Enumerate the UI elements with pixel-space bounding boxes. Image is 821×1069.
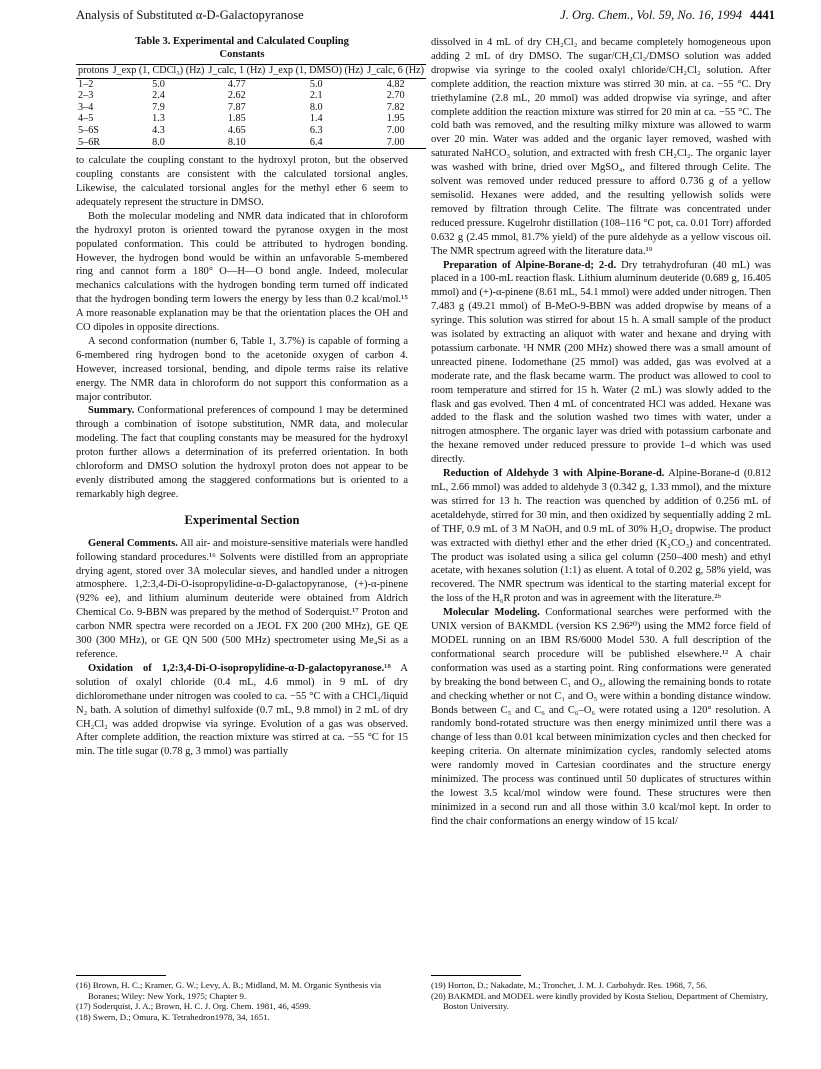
table-header-cell: J_calc, 1 (Hz) bbox=[206, 65, 267, 79]
table-header-cell: J_exp (1, CDCl₃) (Hz) bbox=[111, 65, 207, 79]
table-row bbox=[76, 78, 426, 90]
oxidation-paragraph bbox=[76, 662, 408, 759]
table-cell: 5.0 bbox=[152, 78, 165, 90]
footnote-rule bbox=[76, 975, 166, 976]
table-cell: 5–6S bbox=[78, 124, 99, 136]
table-header-row bbox=[76, 65, 426, 79]
table-cell: 6.4 bbox=[267, 137, 365, 149]
general-comments-heading: General Comments. bbox=[88, 537, 178, 549]
header-journal: J. Org. Chem., Vol. 59, No. 16, 1994 bbox=[560, 8, 742, 22]
table-cell: 4.3 bbox=[152, 124, 165, 136]
footnote: (20) BAKMDL and MODEL were kindly provided by Kosta Steliou, Department of Chemistry, Boston University. bbox=[431, 990, 768, 1012]
table-cell: 4–5 bbox=[78, 113, 94, 125]
table-cell: 2–3 bbox=[78, 90, 94, 102]
table-cell: 5–6R bbox=[76, 137, 111, 149]
footnote: (18) Swern, D.; Omura, K. Tetrahedron1978, 34, 1651. bbox=[76, 1011, 270, 1022]
footnotes-left bbox=[76, 980, 411, 1022]
footnote: (16) Brown, H. C.; Kramer, G. W.; Levy, A. B.; Midland, M. M. Organic Synthesis via Boranes; Wiley: New York, 1975; Chapter 9. bbox=[76, 980, 382, 1001]
table-caption: Table 3. Experimental and Calculated Coupling Constants bbox=[135, 36, 349, 60]
reduction-paragraph bbox=[431, 467, 771, 606]
table-cell: 4.65 bbox=[227, 124, 246, 136]
table-cell: 7.87 bbox=[227, 101, 246, 113]
table-row bbox=[76, 90, 426, 102]
reduction-heading: Reduction of Aldehyde 3 with Alpine-Borane-d. bbox=[443, 468, 665, 480]
body-paragraph: A second conformation (number 6, Table 1, 3.7%) is capable of forming a 6-membered ring hydrogen bond to the acetonide oxygen of carbon 4. However, increased torsional, bending, and dipole terms raise its relative energy. The NMR data in chloroform do not support this conformation as a major contributor. bbox=[76, 335, 408, 403]
table-header-cell: J_exp (1, DMSO) (Hz) bbox=[267, 65, 365, 79]
table-row bbox=[76, 102, 426, 114]
body-paragraph: to calculate the coupling constant to the hydroxyl proton, but the observed coupling constants are consistent with the calculated torsional angles. Likewise, the calculated torsional angles for the methyl ether 6 seem to adequately represent the structure in DMSO. bbox=[76, 155, 408, 208]
header-journal-citation bbox=[560, 8, 775, 23]
table-cell: 7.82 bbox=[386, 101, 405, 113]
table-cell: 1–2 bbox=[78, 78, 94, 90]
table-cell: 1.3 bbox=[152, 113, 165, 125]
table-cell: 1.95 bbox=[386, 113, 405, 125]
table-cell: 4.77 bbox=[227, 78, 246, 90]
summary-heading: Summary. bbox=[88, 405, 135, 417]
alpine-borane-text: Dry tetrahydrofuran (40 mL) was placed in a 100-mL reaction flask. Lithium aluminum deuteride (0.689 g, 16.405 mmol) and (+)-α-pinene (8.61 mL, 54.1 mmol) were added under nitrogen. Then 7.483 g (49.21 mmol) of B-MeO-9-BBN was added dropwise by means of a syringe. This solution was stirred for about 15 h. A small sample of the product was isolated by extracting an aliquot with water and hexane and drying with potassium carbonate. ¹H NMR (200 MHz) showed there was a small amount of unreacted pinene. Iodomethane (25 mmol) was added, gas was evolved at a moderate rate, and the flask became warm. The product was allowed to cool to room temperature and stirred for 15 h. Water (2 mL) was slowly added to the flask and gas evolved. Then 4 mL of concentrated HCl was added. Hexane was added to the flask and the solution washed two times with water, under a nitrogen atmosphere. The organic layer was dried with potassium carbonate and the hexane removed under reduced pressure to provide 1–d which was used directly. bbox=[431, 259, 771, 466]
table-cell: 8.0 bbox=[111, 137, 207, 149]
table-cell: 3–4 bbox=[78, 101, 94, 113]
table-cell: 7.00 bbox=[386, 124, 405, 136]
table-row bbox=[76, 125, 426, 137]
table-cell: 2.1 bbox=[309, 90, 323, 102]
table-cell: 1.85 bbox=[227, 113, 246, 125]
body-paragraph: Both the molecular modeling and NMR data indicated that in chloroform the hydroxyl proton is oriented toward the pyranose oxygen in the most populated conformation. This could be attributed to hydrogen bonding. However, the hydrogen bond would be within an unfavorable 5-membered ring and cannot form a 180° O—H—O bond angle. Indeed, molecular mechanics calculations with the hydrogen bonding term turned off indicated that the hydrogen bonding term lowers the energy by less than 0.2 kcal/mol.¹⁵ A more reasonable explanation may be that the orientation places the OH and CO dipoles in opposite directions. bbox=[76, 210, 408, 334]
section-title: Experimental Section bbox=[184, 512, 300, 527]
table-cell: 5.0 bbox=[309, 78, 323, 90]
header-page-number: 4441 bbox=[750, 8, 775, 22]
alpine-borane-paragraph bbox=[431, 259, 771, 468]
footnote: (17) Soderquist, J. A.; Brown, H. C. J. Org. Chem. 1981, 46, 4599. bbox=[76, 1001, 311, 1012]
table-row bbox=[76, 137, 426, 149]
reduction-text: Alpine-Borane-d (0.812 mL, 2.66 mmol) was added to aldehyde 3 (0.342 g, 1.33 mmol), and the mixture was stirred for 13 h. The reaction was quenched by addition of 0.256 mL of acetaldehyde, stirred for 30 min, and then oxidized by sequentially adding 2 mL of THF, 0.9 mL of 3 M NaOH, and 0.9 mL of 30% H₂O₂ dropwise. The product was extracted with diethyl ether and the ether dried (K₂CO₃) and concentrated. The product was isolated using a silica gel column (250–400 mesh) and ethyl acetate, with hexanes solution (1:1) as eluent. A total of 0.202 g, 58% yield, was recovered. The NMR spectrum was identical to the starting material except for the loss of the H₆R proton and was in agreement with the literature.²ᵇ bbox=[431, 468, 772, 605]
modeling-text: Conformational searches were performed with the UNIX version of BAKMDL (version KS 2.96²⁰) using the MM2 force field of MODEL running on an IBM RS/6000 Model 530. A full description of the conformational search procedure will be published elsewhere.¹² A chair conformation was used as a starting point. Ring conformations were generated by breaking the bond between C₁ and O₅, allowing the remaining bonds to rotate and checking whether or not C₁ and O₅ were within a bonding distance window. Bonds between C₅ and C₆ and C₆–O₆ were rotated using a 120° resolution. A randomly bond-rotated structure was then energy minimized until there was a change of less than 0.01 kcal between minimization cycles and then checked for keeping criteria. On alternate minimization cycles, randomly selected atoms were randomly moved in Cartesian coordinates and the structure energy minimized. The process was continued until 50 duplicates of structures within the lowest 3.5 kcal/mol window were found. These structures were then minimized in a second run and all those within 3.0 kcal/mol kept. In order to find the chair conformations an energy window of 15 kcal/ bbox=[431, 607, 772, 827]
table-cell: 7.00 bbox=[365, 137, 426, 149]
table-cell: 8.0 bbox=[309, 101, 323, 113]
oxidation-text: ¹⁸ A solution of oxalyl chloride (0.4 mL, 4.6 mmol) in 9 mL of dry dichloromethane under nitrogen was cooled to ca. −55 °C with a CHCl₃/liquid N₂ bath. A solution of dimethyl sulfoxide (0.7 mL, 9.8 mmol) in 2 mL of dry CH₂Cl₂ was added dropwise via syringe. Evolution of a gas was observed. After complete addition, the reaction mixture was stirred at ca. −55 °C for 15 min. The title sugar (0.78 g, 3 mmol) was partially bbox=[76, 662, 408, 758]
left-column bbox=[76, 36, 425, 759]
table-cell: 7.9 bbox=[152, 101, 165, 113]
general-comments-paragraph bbox=[76, 537, 408, 662]
table-header-cell: protons bbox=[76, 65, 111, 79]
oxidation-heading: Oxidation of 1,2:3,4-Di-O-isopropylidine-α-D-galactopyranose. bbox=[88, 662, 385, 674]
running-header bbox=[76, 8, 775, 28]
table-cell: 1.4 bbox=[309, 113, 323, 125]
right-column bbox=[431, 36, 771, 829]
footnote: (19) Horton, D.; Nakadate, M.; Tronchet, J. M. J. Carbohydr. Res. 1968, 7, 56. bbox=[431, 980, 708, 990]
summary-text: Conformational preferences of compound 1 may be determined through a combination of isotope substitution, NMR data, and molecular modeling. The fact that coupling constants may be measured for the hydroxyl proton further allows a determination of its preferred orientation. In both chloroform and DMSO solution the hydroxyl proton does not appear to be evenly distributed among the staggered conformations but is oriented to a remarkably high degree. bbox=[76, 405, 408, 500]
summary-paragraph bbox=[76, 404, 408, 501]
footnotes-right bbox=[431, 980, 771, 1012]
modeling-heading: Molecular Modeling. bbox=[443, 607, 540, 619]
general-comments-text: All air- and moisture-sensitive materials were handled following standard procedures.¹⁶ Solvents were distilled from an appropriate drying agent, stored over 3A molecular sieves, and handled under a nitrogen atmosphere. 1,2:3,4-Di-O-isopropylidine-α-D-galactopyranose, (+)-α-pinene (92% ee), and lithium aluminum deuteride were obtained from Aldrich Chemical Co. 9-BBN was prepared by the method of Soderquist.¹⁷ Proton and carbon NMR spectra were recorded on a JEOL FX 200 (200 MHz), GE QE 300 (300 MHz), or GE QN 500 (500 MHz) spectrometer using Me₄Si as a reference. bbox=[76, 537, 408, 660]
footnote-rule bbox=[431, 975, 521, 976]
table-cell: 6.3 bbox=[309, 124, 323, 136]
alpine-borane-heading: Preparation of Alpine-Borane-d; 2-d. bbox=[443, 259, 617, 271]
table-cell: 2.4 bbox=[152, 90, 165, 102]
modeling-paragraph bbox=[431, 606, 771, 829]
body-paragraph: dissolved in 4 mL of dry CH₂Cl₂ and became completely homogeneous upon adding 2 mL of dry DMSO. The sugar/CH₂Cl₂/DMSO solution was added dropwise via syringe to the cooled oxalyl chloride/CH₂Cl₂ solution. After complete addition, the reaction mixture was stirred 30 min. at ca. −55 °C. Dry triethylamine (2.8 mL, 20 mmol) was added dropwise via syringe, and after complete addition the reaction mixture was stirred for 20 min at ca. −55 °C. The cold bath was removed, and the resulting milky mixture was allowed to warm over 20 min. Water was added and the organic layer removed, washed with saturated NaHCO₃ solution, and extracted with fresh CH₂Cl₂. The organic layer was washed with brine, dried over MgSO₄, and filtered through Celite. The solvent was removed under reduced pressure to afford 0.736 g of a yellow semisolid. Hexanes were added, and the resulting yellowish solids were removed by filtration through Celite. The filtrate was concentrated under reduced pressure. Kugelrohr distillation (108–116 °C pot, ca. 0.01 Torr) afforded 0.632 g (2.45 mmol, 81.7% yield) of the pure aldehyde as a yellow viscous oil. The NMR spectrum agreed with the literature data.¹⁹ bbox=[431, 37, 771, 257]
table-header-cell: J_calc, 6 (Hz) bbox=[365, 65, 426, 79]
table-cell: 2.62 bbox=[227, 90, 246, 102]
table-cell: 2.70 bbox=[386, 90, 405, 102]
coupling-constants-table bbox=[76, 64, 426, 149]
table-cell: 8.10 bbox=[206, 137, 267, 149]
table-row bbox=[76, 113, 426, 125]
header-article-title: Analysis of Substituted α-D-Galactopyranose bbox=[76, 8, 304, 22]
table-cell: 4.82 bbox=[386, 78, 405, 90]
